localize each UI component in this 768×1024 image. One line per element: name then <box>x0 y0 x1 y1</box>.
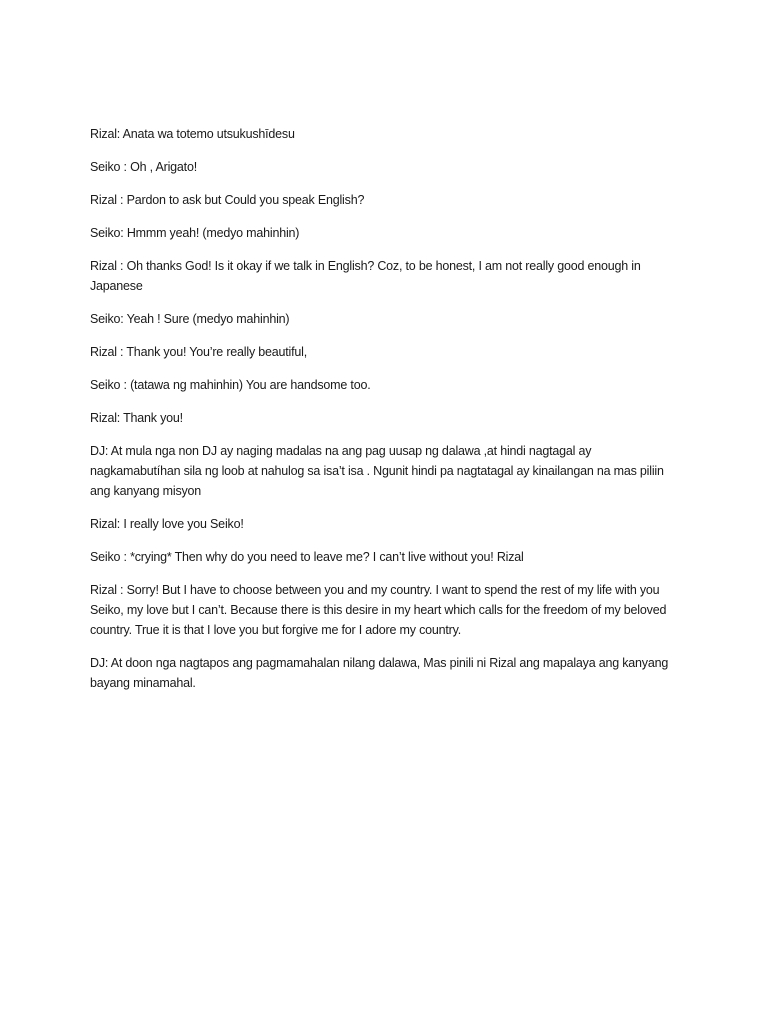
dialogue-body <box>90 124 680 706</box>
dialogue-line-seiko: Seiko: Yeah ! Sure (medyo mahinhin) <box>90 312 290 326</box>
dialogue-line-rizal: Rizal : Pardon to ask but Could you speak English? <box>90 193 365 207</box>
dialogue-line-seiko: Seiko : Oh , Arigato! <box>90 160 197 174</box>
narration-line-dj: DJ: At mula nga non DJ ay naging madalas na ang pag uusap ng dalawa ,at hindi nagtagal ay nagkamabutíhan sila ng loob at nahulog sa isa’t isa . Ngunit hindi pa nagtatagal ay kinailangan na mas piliin ang kanyang misyon <box>90 444 664 498</box>
dialogue-line-rizal: Rizal: Thank you! <box>90 411 183 425</box>
dialogue-line-seiko: Seiko: Hmmm yeah! (medyo mahinhin) <box>90 226 300 240</box>
narration-line-dj: DJ: At doon nga nagtapos ang pagmamahalan nilang dalawa, Mas pinili ni Rizal ang mapalaya ang kanyang bayang minamahal. <box>90 656 669 690</box>
dialogue-line-rizal: Rizal : Oh thanks God! Is it okay if we talk in English? Coz, to be honest, I am not really good enough in Japanese <box>90 259 641 293</box>
dialogue-line-seiko: Seiko : (tatawa ng mahinhin) You are handsome too. <box>90 378 371 392</box>
dialogue-line-rizal: Rizal: Anata wa totemo utsukushīdesu <box>90 127 295 141</box>
dialogue-line-rizal: Rizal : Sorry! But I have to choose between you and my country. I want to spend the rest of my life with you Seiko, my love but I can’t. Because there is this desire in my heart which calls for the freedom of my beloved country. True it is that I love you but forgive me for I adore my country. <box>90 583 667 637</box>
dialogue-line-rizal: Rizal : Thank you! You’re really beautiful, <box>90 345 307 359</box>
dialogue-line-rizal: Rizal: I really love you Seiko! <box>90 517 244 531</box>
dialogue-line-seiko: Seiko : *crying* Then why do you need to leave me? I can’t live without you! Rizal <box>90 550 524 564</box>
